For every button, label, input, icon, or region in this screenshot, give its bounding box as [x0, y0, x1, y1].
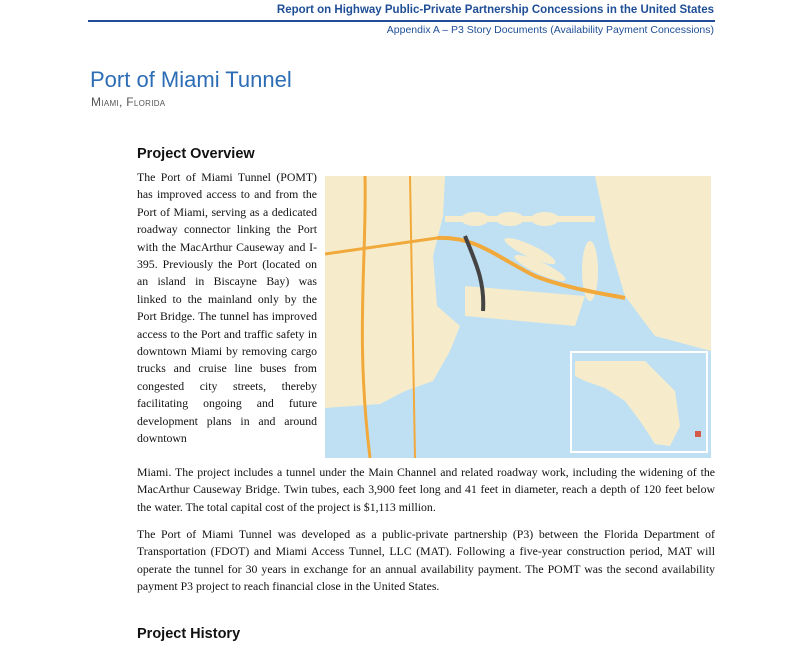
report-header-title: Report on Highway Public-Private Partnership Concessions in the United States — [276, 4, 714, 16]
inset-miami-marker — [695, 431, 701, 437]
project-overview-heading: Project Overview — [137, 146, 255, 162]
overview-para2: The Port of Miami Tunnel was developed as a public-private partnership (P3) between the Florida Department of Transportation (FDOT) and Miami Access Tunnel, LLC (MAT). Following a five-year construction period, MAT will operate the tunnel for 30 years in exchange for an annual availability payment. The POMT was the second availability payment P3 project to reach financial close in the United States. — [137, 527, 715, 594]
report-header-subtitle: Appendix A – P3 Story Documents (Availability Payment Concessions) — [386, 24, 714, 36]
overview-full-text: Miami. The project includes a tunnel under the Main Channel and related roadway work, including the widening of the MacArthur Causeway Bridge. Twin tubes, each 3,900 feet long and 41 feet in diameter, reach a depth of 120 feet below the water. The total capital cost of the project is $1,113 million. — [137, 465, 715, 514]
page-subtitle: Miami, Florida — [91, 95, 166, 109]
page-title: Port of Miami Tunnel — [90, 67, 292, 92]
port-of-miami-map — [325, 176, 711, 458]
project-history-heading: Project History — [137, 626, 241, 642]
header-divider — [88, 20, 715, 22]
overview-column-text: The Port of Miami Tunnel (POMT) has improved access to and from the Port of Miami, serving as a dedicated roadway connector linking the Port with the MacArthur Causeway and I-395. Previously the Port (located on an island in Biscayne Bay) was linked to the mainland only by the Port Bridge. The tunnel has improved access to the Port and traffic safety in downtown Miami by removing cargo trucks and cruise line buses from congested city streets, thereby facilitating ongoing and future development plans in and around downtown — [137, 170, 317, 446]
